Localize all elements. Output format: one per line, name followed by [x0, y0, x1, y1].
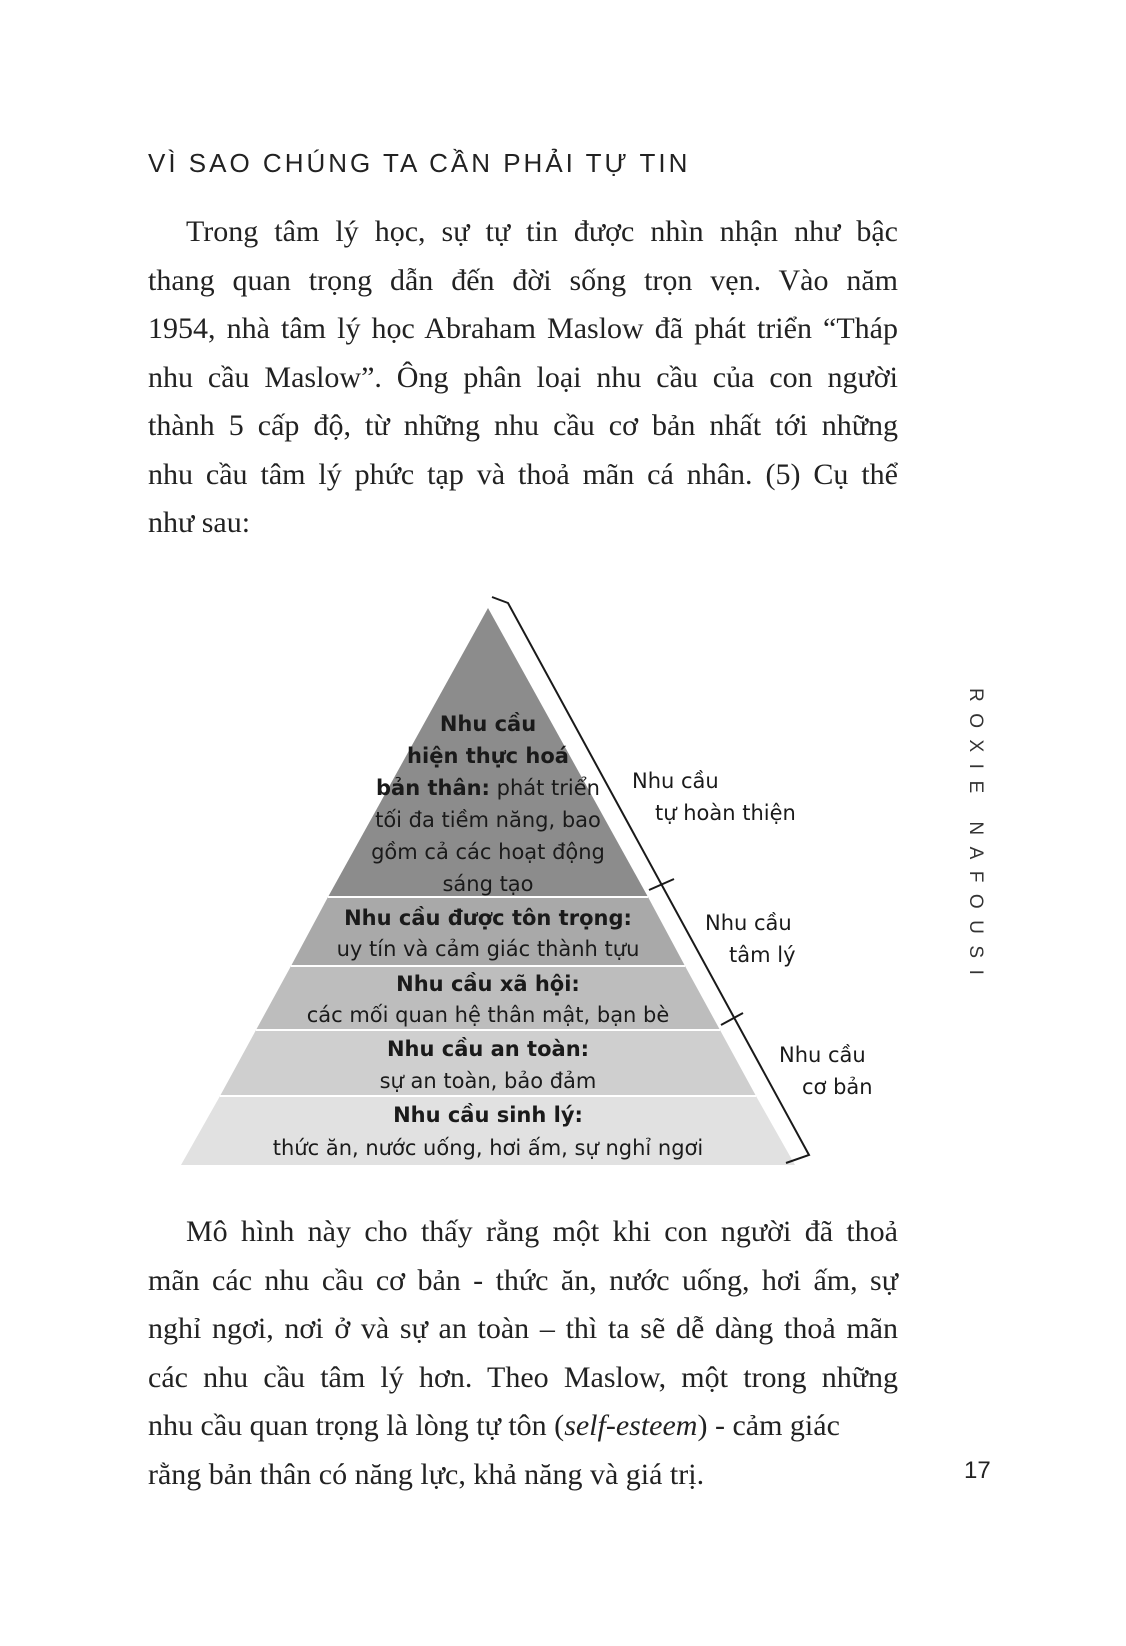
tier-top-desc-line: gồm cả các hoạt động [371, 840, 605, 864]
bracket-label-psychological-line1: Nhu cầu [705, 911, 792, 935]
text-line: nhu cầu Maslow”. Ông phân loại nhu cầu của con người [148, 360, 898, 394]
bracket-label-self-fulfilment-line2: tự hoàn thiện [655, 801, 796, 825]
tier-safety-title: Nhu cầu an toàn: [386, 1037, 590, 1061]
tier-safety-desc: sự an toàn, bảo đảm [379, 1069, 597, 1093]
tier-social-desc: các mối quan hệ thân mật, bạn bè [306, 1003, 670, 1027]
tier-top-desc-line: tối đa tiềm năng, bao [375, 808, 601, 832]
text-line: thành 5 cấp độ, từ những nhu cầu cơ bản nhất tới những [148, 409, 898, 442]
tier-top-mixed-line [376, 776, 600, 800]
section-title: VÌ SAO CHÚNG TA CẦN PHẢI TỰ TIN [148, 148, 691, 178]
tier-top-desc-line: sáng tạo [442, 872, 534, 896]
text-segment: nhu cầu quan trọng là lòng tự tôn ( [148, 1409, 565, 1442]
tier-social-title: Nhu cầu xã hội: [396, 972, 580, 996]
tier-esteem-desc: uy tín và cảm giác thành tựu [336, 937, 640, 961]
page-number: 17 [964, 1457, 991, 1484]
text-line: 1954, nhà tâm lý học Abraham Maslow đã phát triển “Tháp [148, 312, 898, 345]
bracket-label-basic-line1: Nhu cầu [779, 1043, 866, 1067]
text-line-with-italic [148, 1402, 898, 1451]
tier-top-bold-part: bản thân: [375, 776, 490, 800]
tier-top-desc-part: phát triển [489, 776, 601, 800]
text-line: Mô hình này cho thấy rằng một khi con người đã thoả [186, 1215, 898, 1248]
paragraph-explanation [148, 1208, 898, 1499]
text-line: nhu cầu tâm lý phức tạp và thoả mãn cá nhân. (5) Cụ thể [148, 457, 898, 491]
tier-top-title-line: hiện thực hoá [407, 744, 569, 768]
text-line: rằng bản thân có năng lực, khả năng và giá trị. [148, 1457, 705, 1491]
text-line: nghỉ ngơi, nơi ở và sự an toàn – thì ta sẽ dễ dàng thoả mãn [148, 1312, 898, 1345]
text-line: Trong tâm lý học, sự tự tin được nhìn nhận như bậc [186, 215, 898, 248]
italic-term: self-esteem [564, 1409, 698, 1442]
bracket-label-basic-line2: cơ bản [802, 1075, 873, 1099]
text-line: các nhu cầu tâm lý hơn. Theo Maslow, một trong những [148, 1360, 898, 1394]
text-line: như sau: [148, 506, 251, 539]
text-segment: ) - cảm giác [697, 1409, 840, 1442]
text-line: thang quan trọng dẫn đến đời sống trọn vẹn. Vào năm [148, 263, 898, 297]
tier-physiological-desc: thức ăn, nước uống, hơi ấm, sự nghỉ ngơi [272, 1136, 704, 1160]
tier-top-title-line: Nhu cầu [439, 712, 537, 736]
running-author-name: ROXIE NAFOUSI [965, 688, 986, 987]
tier-esteem-title: Nhu cầu được tôn trọng: [344, 906, 632, 930]
text-line: mãn các nhu cầu cơ bản - thức ăn, nước uống, hơi ấm, sự [148, 1263, 898, 1297]
bracket-label-psychological-line2: tâm lý [729, 943, 796, 967]
bracket-label-self-fulfilment-line1: Nhu cầu [632, 769, 719, 793]
tier-physiological-title: Nhu cầu sinh lý: [393, 1103, 583, 1127]
